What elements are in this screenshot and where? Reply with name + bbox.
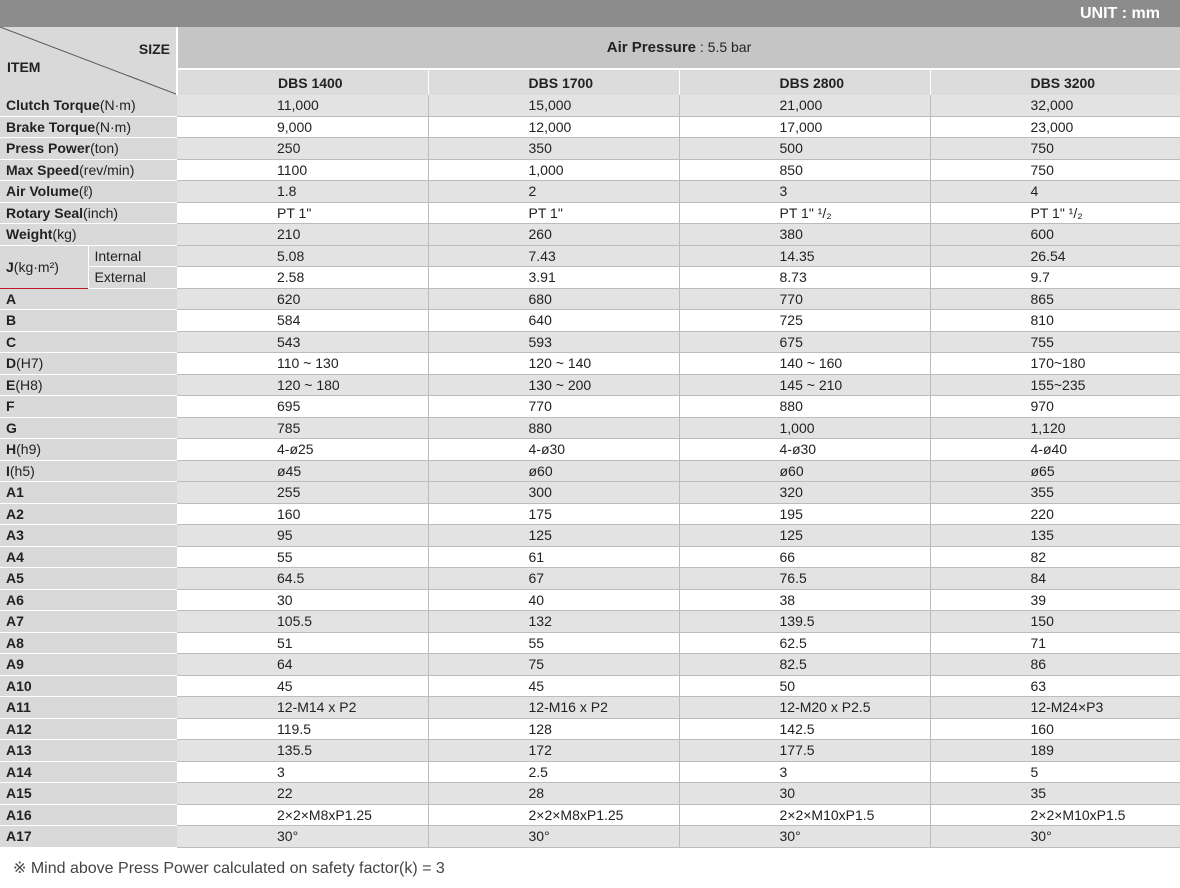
value-cell: 12-M16 x P2 [428,697,679,719]
value-cell: 1,120 [930,417,1180,439]
row-label-text: C [6,333,17,350]
value-cell: 30° [428,826,679,848]
value-cell: 172 [428,740,679,762]
value-cell: 2.58 [177,267,428,289]
row-label-unit: (ℓ) [78,183,93,200]
value-cell: 50 [679,675,930,697]
table-row [0,826,1180,848]
value-cell: 4-ø30 [428,439,679,461]
value-cell: 142.5 [679,718,930,740]
value-cell: 3 [679,761,930,783]
row-label [0,697,177,719]
row-label-unit: (rev/min) [79,161,135,178]
value-cell: 220 [930,503,1180,525]
value-cell: 38 [679,589,930,611]
value-cell: 584 [177,310,428,332]
value-cell: 140 ~ 160 [679,353,930,375]
air-pressure-value: : 5.5 bar [696,39,752,56]
table-row [0,718,1180,740]
row-label [0,288,177,310]
value-cell: ø60 [428,460,679,482]
row-label [0,804,177,826]
table-row [0,632,1180,654]
value-cell: 82 [930,546,1180,568]
value-cell: 600 [930,224,1180,246]
footnote: ※ Mind above Press Power calculated on safety factor(k) = 3 [13,859,445,877]
value-cell: 675 [679,331,930,353]
size-label: SIZE [138,41,170,57]
table-row [0,353,1180,375]
row-label-text: A11 [6,699,31,716]
header-corner [0,27,177,95]
row-label-text: A10 [6,677,32,694]
value-cell: 300 [428,482,679,504]
row-label-text: Brake Torque [6,118,96,135]
value-cell: 640 [428,310,679,332]
row-label-text: B [6,312,17,329]
row-label-text: A14 [6,763,32,780]
value-cell: 1,000 [428,159,679,181]
value-cell: 105.5 [177,611,428,633]
row-label [0,95,177,116]
row-label-unit: (h9) [16,441,42,458]
value-cell: 45 [177,675,428,697]
value-cell: 12-M20 x P2.5 [679,697,930,719]
table-row [0,224,1180,246]
value-cell: 84 [930,568,1180,590]
value-cell: 63 [930,675,1180,697]
table-row [0,417,1180,439]
value-cell: 30 [679,783,930,805]
row-label [0,783,177,805]
value-cell: 51 [177,632,428,654]
value-cell: 21,000 [679,95,930,116]
value-cell: 15,000 [428,95,679,116]
value-cell: 680 [428,288,679,310]
row-label [0,589,177,611]
value-cell: 4-ø25 [177,439,428,461]
value-cell: 810 [930,310,1180,332]
value-cell: 119.5 [177,718,428,740]
table-row-j-external [0,267,1180,289]
row-label-unit: (kg) [52,226,77,243]
row-label [0,374,177,396]
value-cell: 132 [428,611,679,633]
row-label [0,138,177,160]
row-label-unit: (ton) [90,140,119,157]
row-label [0,202,177,224]
value-cell: 39 [930,589,1180,611]
value-cell: 125 [679,525,930,547]
row-label [0,181,177,203]
table-row-j-internal [0,245,1180,267]
row-label-text: A16 [6,806,32,823]
row-label [0,740,177,762]
row-label-text: A12 [6,720,32,737]
value-cell: 2×2×M8xP1.25 [177,804,428,826]
value-cell: 2×2×M8xP1.25 [428,804,679,826]
row-label [0,353,177,375]
model-header: DBS 1400 [177,69,428,95]
value-cell: 120 ~ 180 [177,374,428,396]
row-label-unit: (N·m) [99,97,136,114]
value-cell: 970 [930,396,1180,418]
value-cell: 17,000 [679,116,930,138]
value-cell: 880 [428,417,679,439]
table-row [0,525,1180,547]
value-cell: 120 ~ 140 [428,353,679,375]
value-cell: 64 [177,654,428,676]
value-cell: PT 1" [177,202,428,224]
table-row [0,396,1180,418]
value-cell: 128 [428,718,679,740]
row-label [0,546,177,568]
value-cell: 189 [930,740,1180,762]
table-row [0,116,1180,138]
model-header: DBS 2800 [679,69,930,95]
row-label-text: E [6,376,16,393]
table-row [0,181,1180,203]
value-cell: 7.43 [428,245,679,267]
value-cell: 55 [177,546,428,568]
value-cell: 620 [177,288,428,310]
value-cell: 543 [177,331,428,353]
row-label-text: Max Speed [6,161,80,178]
value-cell: 880 [679,396,930,418]
table-row [0,804,1180,826]
value-cell: 770 [428,396,679,418]
value-cell: 61 [428,546,679,568]
value-cell: 170~180 [930,353,1180,375]
row-label-text: A [6,290,17,307]
table-row [0,460,1180,482]
value-cell: 71 [930,632,1180,654]
row-label [0,718,177,740]
value-cell: 1.8 [177,181,428,203]
value-cell: 145 ~ 210 [679,374,930,396]
unit-bar [0,0,1180,27]
value-cell: 3.91 [428,267,679,289]
row-label [0,460,177,482]
row-label [0,632,177,654]
row-label [0,331,177,353]
value-cell: 3 [177,761,428,783]
value-cell: 865 [930,288,1180,310]
j-label-text: J [6,258,14,275]
row-label [0,525,177,547]
row-label-text: A7 [6,613,24,630]
value-cell: 770 [679,288,930,310]
unit-label: UNIT : mm [1080,5,1160,22]
row-label-text: A9 [6,656,24,673]
value-cell: 64.5 [177,568,428,590]
row-label-text: A17 [6,828,32,845]
table-row [0,697,1180,719]
value-cell: ø60 [679,460,930,482]
value-cell: 30° [177,826,428,848]
value-cell: 30° [930,826,1180,848]
value-cell: 62.5 [679,632,930,654]
row-label-text: A6 [6,591,24,608]
row-label-text: G [6,419,17,436]
value-cell: 850 [679,159,930,181]
row-label [0,224,177,246]
value-cell: 355 [930,482,1180,504]
value-cell: 195 [679,503,930,525]
table-row [0,288,1180,310]
row-label [0,503,177,525]
table-row [0,783,1180,805]
value-cell: 350 [428,138,679,160]
value-cell: 12-M14 x P2 [177,697,428,719]
row-label-text: A1 [6,484,24,501]
value-cell: 86 [930,654,1180,676]
value-cell: 2×2×M10xP1.5 [930,804,1180,826]
row-label-text: Air Volume [6,183,79,200]
row-label [0,417,177,439]
table-row [0,654,1180,676]
value-cell: 66 [679,546,930,568]
table-row [0,439,1180,461]
table-row [0,568,1180,590]
row-label [0,611,177,633]
value-cell: 2×2×M10xP1.5 [679,804,930,826]
j-label-unit: (kg·m²) [13,258,59,275]
value-cell: 30° [679,826,930,848]
value-cell: 2 [428,181,679,203]
value-cell: 725 [679,310,930,332]
value-cell: 45 [428,675,679,697]
value-cell: 9,000 [177,116,428,138]
value-cell: 175 [428,503,679,525]
external-label: External [88,267,177,289]
value-cell: 32,000 [930,95,1180,116]
value-cell: 139.5 [679,611,930,633]
value-cell: 4-ø40 [930,439,1180,461]
table-row [0,589,1180,611]
internal-label: Internal [88,245,177,267]
value-cell: 250 [177,138,428,160]
value-cell: 28 [428,783,679,805]
value-cell: 380 [679,224,930,246]
row-label-text: Press Power [6,140,91,157]
value-cell: 11,000 [177,95,428,116]
table-row [0,310,1180,332]
value-cell: 82.5 [679,654,930,676]
value-cell: 320 [679,482,930,504]
row-label [0,439,177,461]
row-label-unit: (H7) [16,355,44,372]
air-pressure-label: Air Pressure [606,39,696,57]
value-cell: 3 [679,181,930,203]
j-label [0,245,88,288]
value-cell: PT 1" [428,202,679,224]
row-label-unit: (h5) [9,462,35,479]
row-label [0,396,177,418]
table-row [0,761,1180,783]
value-cell: 75 [428,654,679,676]
table-row [0,675,1180,697]
row-label-text: F [6,398,15,415]
value-cell: 110 ~ 130 [177,353,428,375]
value-cell: 5.08 [177,245,428,267]
value-cell: 95 [177,525,428,547]
value-cell: 750 [930,159,1180,181]
value-cell: 67 [428,568,679,590]
value-cell: 1,000 [679,417,930,439]
value-cell: 130 ~ 200 [428,374,679,396]
value-cell: 210 [177,224,428,246]
value-cell: 1100 [177,159,428,181]
row-label-text: A8 [6,634,24,651]
row-label [0,568,177,590]
value-cell: 695 [177,396,428,418]
row-label-text: A4 [6,548,24,565]
row-label [0,310,177,332]
value-cell: 500 [679,138,930,160]
table-row [0,331,1180,353]
value-cell: 12,000 [428,116,679,138]
value-cell: 135.5 [177,740,428,762]
value-cell: ø45 [177,460,428,482]
row-label-text: A3 [6,527,24,544]
value-cell: 23,000 [930,116,1180,138]
row-label-unit: (H8) [15,376,43,393]
table-row [0,611,1180,633]
value-cell: 22 [177,783,428,805]
row-label-text: I [6,462,10,479]
row-label [0,761,177,783]
table-row [0,740,1180,762]
value-cell: 135 [930,525,1180,547]
value-cell: 9.7 [930,267,1180,289]
value-cell: 8.73 [679,267,930,289]
row-label-text: Clutch Torque [6,97,100,114]
value-cell: 593 [428,331,679,353]
row-label [0,482,177,504]
value-cell: 255 [177,482,428,504]
spec-table [0,27,1180,848]
value-cell: 160 [177,503,428,525]
value-cell: 12-M24×P3 [930,697,1180,719]
table-row [0,159,1180,181]
value-cell: ø65 [930,460,1180,482]
value-cell: PT 1" ¹/₂ [930,202,1180,224]
item-label: ITEM [7,59,41,75]
row-label-unit: (inch) [83,204,119,221]
value-cell: 260 [428,224,679,246]
value-cell: 35 [930,783,1180,805]
value-cell: 160 [930,718,1180,740]
row-label-text: A2 [6,505,24,522]
row-label-text: Weight [6,226,53,243]
row-label-text: H [6,441,17,458]
row-label-text: A5 [6,570,24,587]
value-cell: 4 [930,181,1180,203]
value-cell: 76.5 [679,568,930,590]
value-cell: 125 [428,525,679,547]
table-row [0,95,1180,116]
value-cell: 55 [428,632,679,654]
value-cell: 5 [930,761,1180,783]
model-header: DBS 1700 [428,69,679,95]
row-label-text: A15 [6,785,32,802]
value-cell: 30 [177,589,428,611]
row-label [0,675,177,697]
value-cell: 4-ø30 [679,439,930,461]
model-header: DBS 3200 [930,69,1180,95]
table-row [0,202,1180,224]
value-cell: 155~235 [930,374,1180,396]
table-row [0,482,1180,504]
value-cell: 26.54 [930,245,1180,267]
table-row [0,138,1180,160]
value-cell: 750 [930,138,1180,160]
row-label [0,654,177,676]
value-cell: 785 [177,417,428,439]
row-label-unit: (N·m) [95,118,131,135]
value-cell: 150 [930,611,1180,633]
row-label [0,159,177,181]
row-label [0,116,177,138]
row-label [0,826,177,848]
row-label-text: Rotary Seal [6,204,84,221]
value-cell: PT 1" ¹/₂ [679,202,930,224]
row-label-text: D [6,355,17,372]
row-label-text: A13 [6,742,32,759]
table-row [0,546,1180,568]
value-cell: 755 [930,331,1180,353]
air-pressure-header [177,27,1180,69]
table-row [0,503,1180,525]
value-cell: 40 [428,589,679,611]
value-cell: 177.5 [679,740,930,762]
value-cell: 14.35 [679,245,930,267]
table-row [0,374,1180,396]
value-cell: 2.5 [428,761,679,783]
